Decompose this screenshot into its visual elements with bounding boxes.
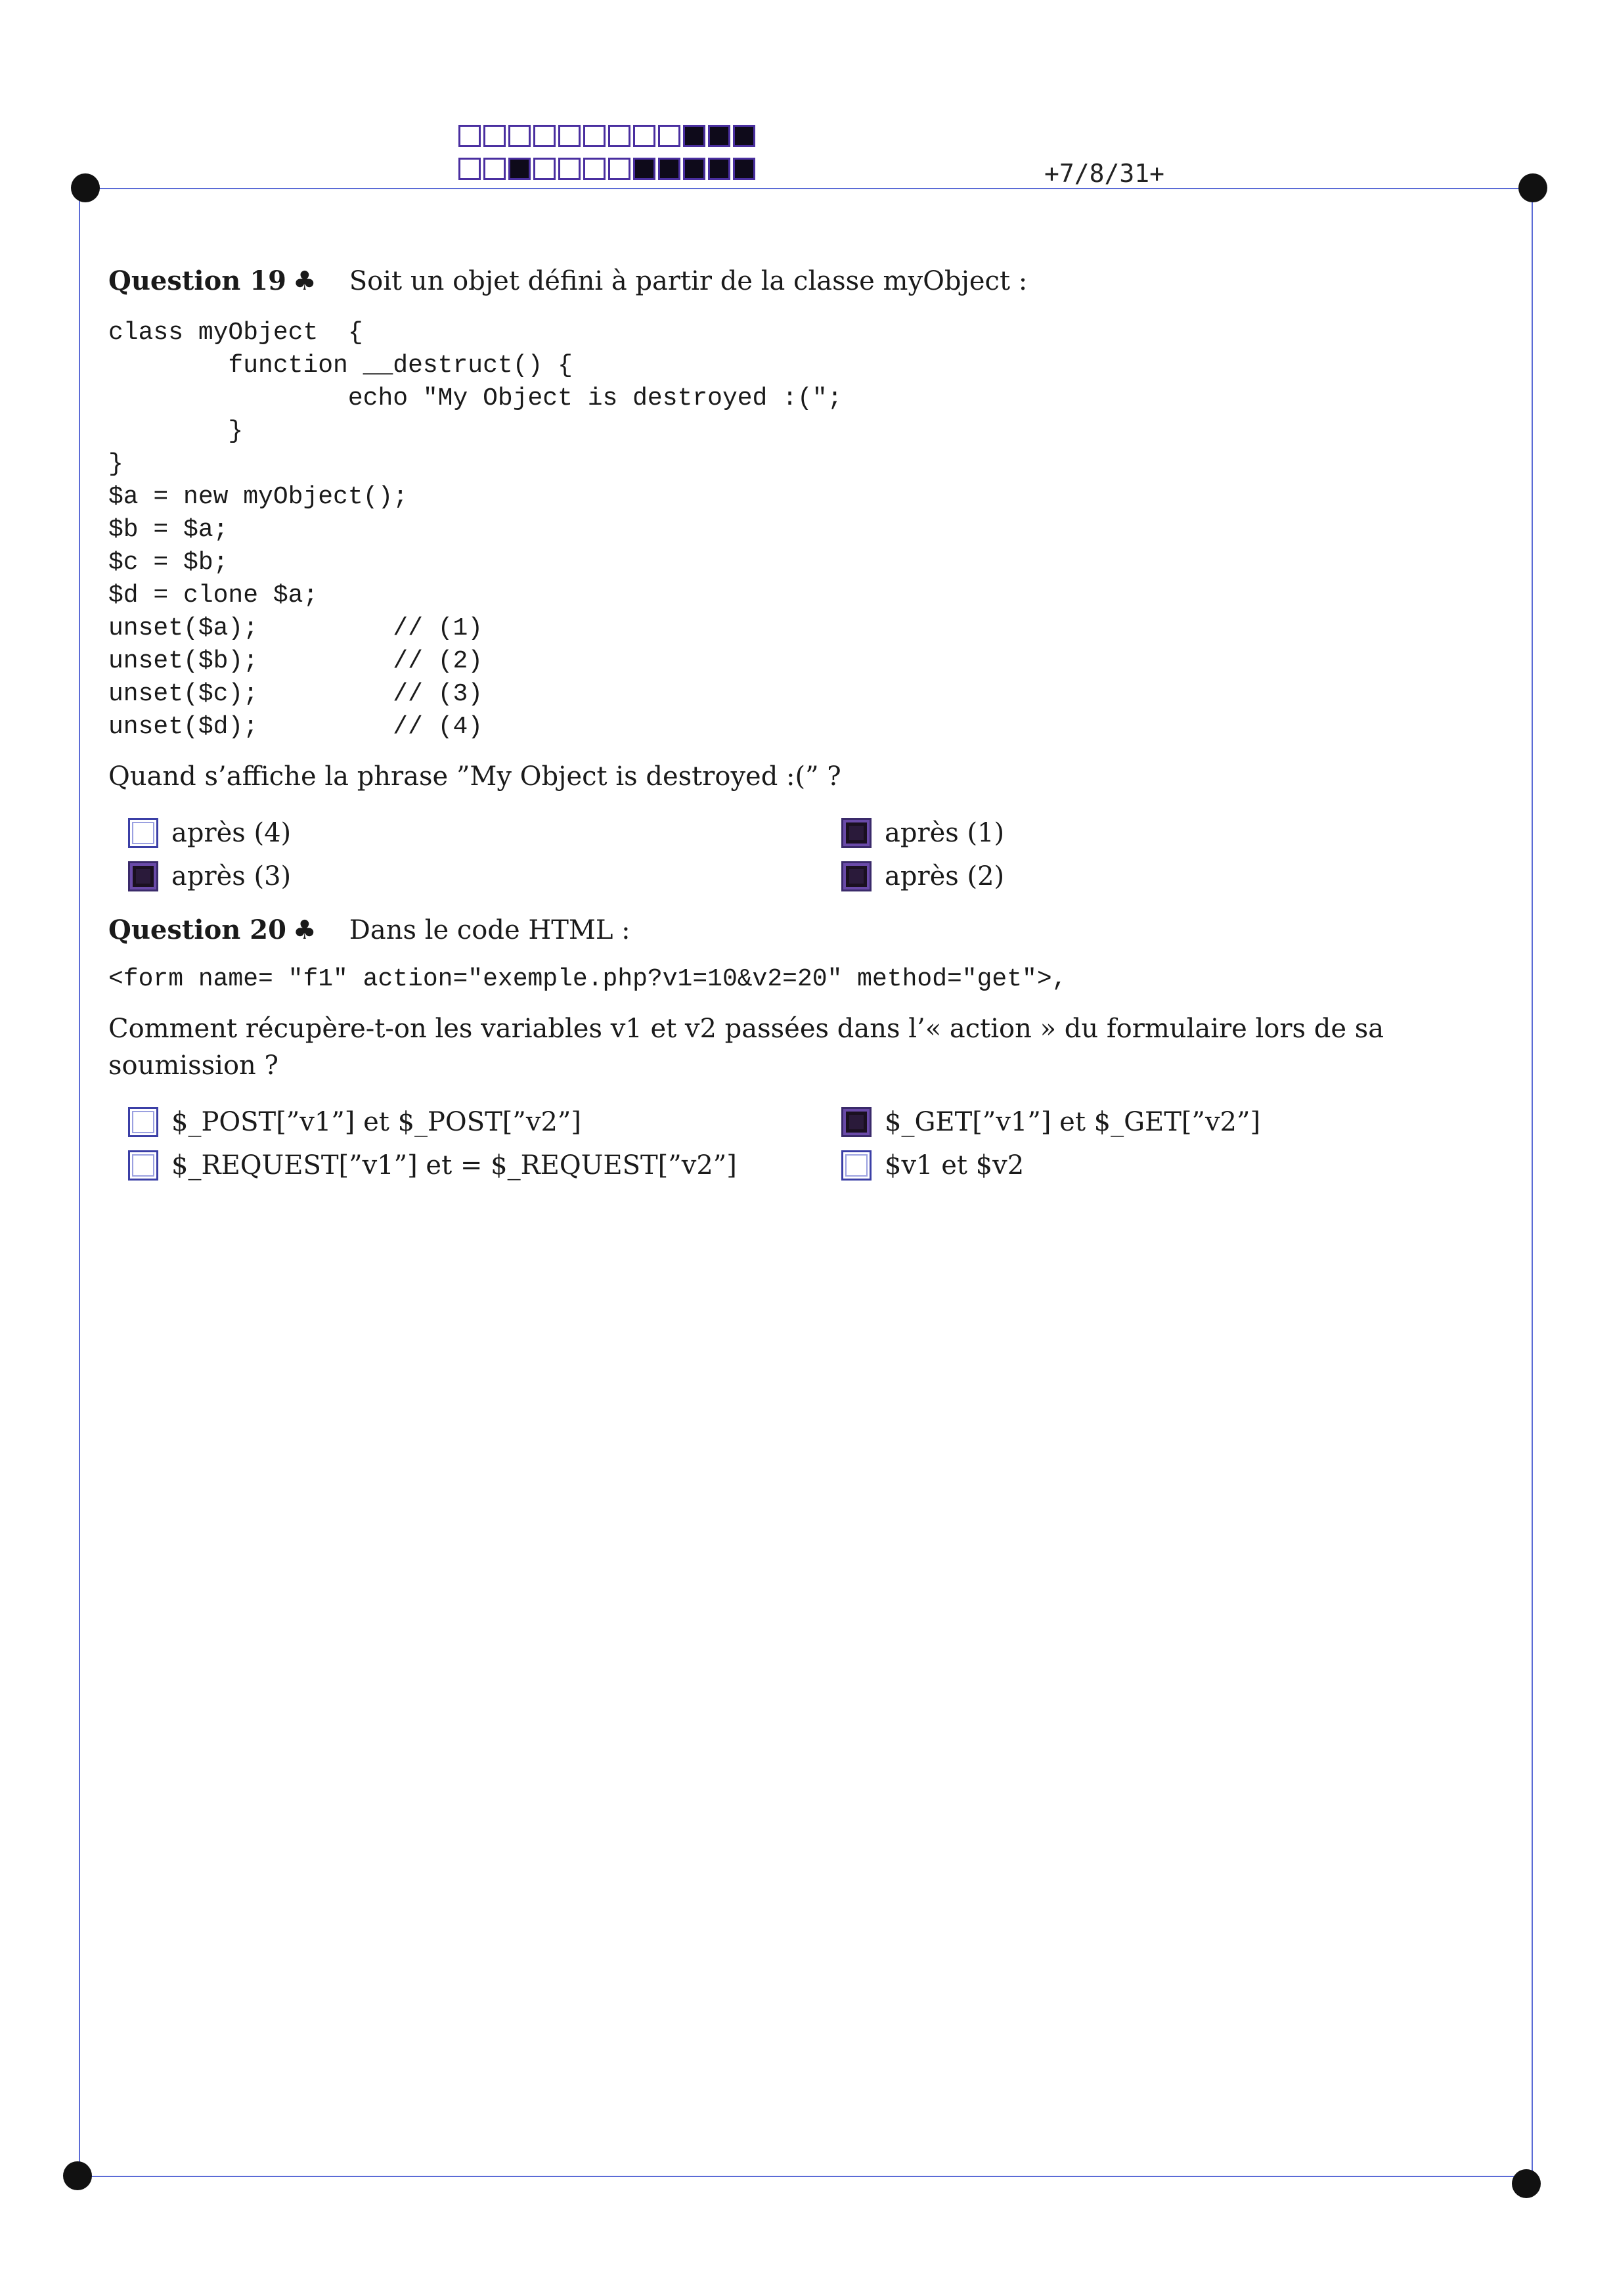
checkbox[interactable] (128, 1150, 158, 1181)
barcode-cell (708, 158, 730, 180)
question-prompt: Comment récupère-t-on les variables v1 et v2 passées dans l’« action » du formulaire lors de sa soumission ? (108, 1014, 1384, 1081)
answer-option[interactable] (128, 1146, 737, 1185)
answer-label: $_GET[”v1”] et $_GET[”v2”] (885, 1107, 1261, 1137)
barcode-cell (508, 125, 531, 147)
barcode-cell (533, 158, 556, 180)
corner-mark-top-right (1518, 173, 1547, 202)
answer-list (108, 813, 1474, 905)
answer-label: $v1 et $v2 (885, 1150, 1025, 1181)
checkbox[interactable] (841, 1150, 872, 1181)
answer-label: $_REQUEST[”v1”] et = $_REQUEST[”v2”] (171, 1150, 737, 1181)
barcode-cell (458, 125, 481, 147)
answer-list (108, 1102, 1474, 1194)
barcode-cell (683, 125, 705, 147)
question-20-header (108, 912, 1474, 949)
barcode-cell (683, 158, 705, 180)
club-icon: ♣ (292, 265, 317, 296)
answer-label: après (2) (885, 861, 1005, 891)
corner-mark-bottom-left (63, 2161, 92, 2190)
question-prompt: Quand s’affiche la phrase ”My Object is destroyed :(” ? (108, 761, 841, 792)
checkbox[interactable] (128, 1107, 158, 1137)
answer-option[interactable] (841, 1146, 1024, 1185)
question-text: Dans le code HTML : (349, 915, 630, 945)
barcode-cell (583, 158, 606, 180)
checkbox[interactable] (128, 818, 158, 848)
barcode-cell (483, 158, 506, 180)
barcode-cell (558, 158, 581, 180)
answer-option[interactable] (128, 857, 291, 896)
barcode-cell (608, 125, 630, 147)
question-text: Soit un objet défini à partir de la classe myObject : (349, 266, 1028, 296)
question-19-header (108, 263, 1474, 300)
barcode-cell (458, 158, 481, 180)
checkbox[interactable] (841, 1107, 872, 1137)
barcode-cell (583, 125, 606, 147)
answer-label: $_POST[”v1”] et $_POST[”v2”] (171, 1107, 581, 1137)
corner-mark-bottom-right (1512, 2169, 1541, 2198)
barcode-cell (658, 125, 680, 147)
checkbox[interactable] (841, 861, 872, 891)
exam-content (108, 263, 1474, 1194)
answer-label: après (1) (885, 818, 1005, 848)
answer-option[interactable] (841, 857, 1004, 896)
code-block: class myObject { function __destruct() { echo "My Object is destroyed :("; } } $a = new myObject(); $b = $a; $c = $b; $d = clone $a; unset($a); // (1) unset($b); // (2) unset($c); // (3) unset($d); // (4) (108, 319, 843, 741)
barcode-cell (558, 125, 581, 147)
barcode-cell (733, 158, 755, 180)
answer-option[interactable] (128, 813, 291, 853)
club-icon: ♣ (292, 914, 317, 945)
barcode-cell (708, 125, 730, 147)
barcode-cell (633, 125, 655, 147)
answer-label: après (4) (171, 818, 292, 848)
checkbox[interactable] (128, 861, 158, 891)
barcode-cell (508, 158, 531, 180)
barcode-row-2 (458, 158, 755, 180)
checkbox[interactable] (841, 818, 872, 848)
barcode-cell (533, 125, 556, 147)
answer-label: après (3) (171, 861, 292, 891)
barcode-cell (633, 158, 655, 180)
answer-option[interactable] (128, 1102, 581, 1142)
page-id: +7/8/31+ (1044, 159, 1165, 188)
barcode-cell (483, 125, 506, 147)
answer-option[interactable] (841, 813, 1004, 853)
barcode-cell (733, 125, 755, 147)
code-block: <form name= "f1" action="exemple.php?v1=10&v2=20" method="get">, (108, 965, 1067, 993)
barcode-cell (658, 158, 680, 180)
answer-option[interactable] (841, 1102, 1260, 1142)
barcode-cell (608, 158, 630, 180)
barcode-row-1 (458, 125, 755, 147)
question-title: Question 19 (108, 265, 286, 296)
question-title: Question 20 (108, 914, 286, 945)
corner-mark-top-left (71, 173, 100, 202)
